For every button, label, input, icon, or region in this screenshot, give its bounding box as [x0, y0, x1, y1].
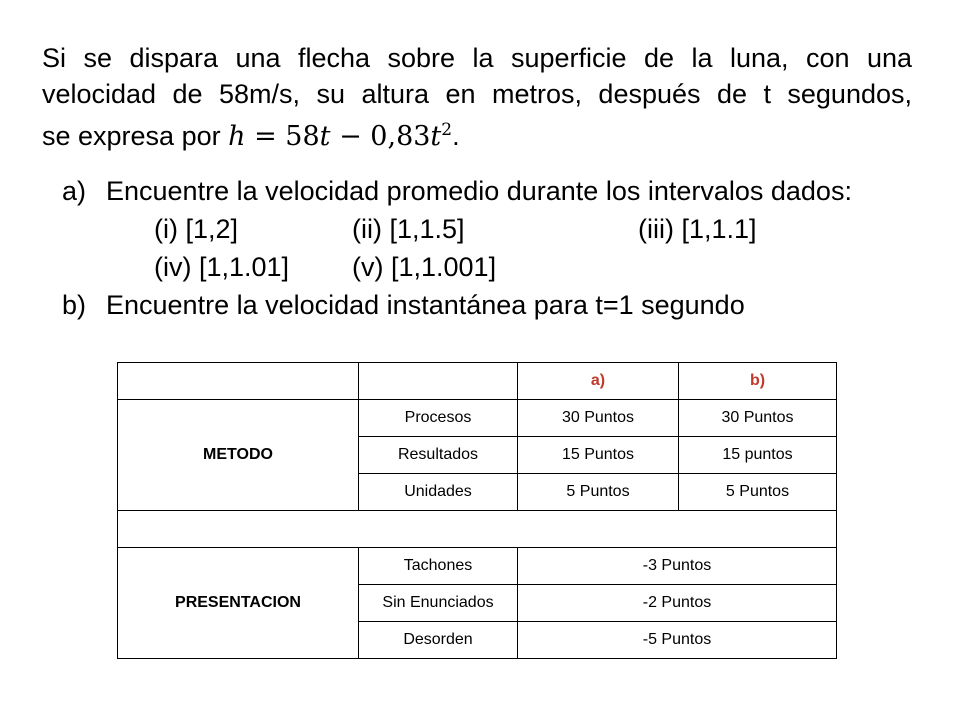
rubric-header-b: b): [679, 363, 837, 400]
presentacion-criterio: Sin Enunciados: [359, 585, 518, 622]
question-a: [62, 172, 932, 210]
metodo-b-points: 15 puntos: [679, 437, 837, 474]
rubric-header-a: a): [518, 363, 679, 400]
rubric-header-empty-1: [118, 363, 359, 400]
table-row: [118, 400, 837, 437]
intervals-row-1: [62, 210, 932, 248]
metodo-criterio: Unidades: [359, 474, 518, 511]
interval-i: (i) [1,2]: [154, 214, 239, 244]
question-b-marker: b): [62, 290, 87, 320]
presentacion-criterio: Desorden: [359, 622, 518, 659]
presentacion-points: -2 Puntos: [518, 585, 837, 622]
formula-eq: = 58: [245, 121, 320, 152]
interval-ii: (ii) [1,1.5]: [352, 214, 465, 244]
rubric-spacer-cell: [118, 511, 837, 548]
presentacion-points: -3 Puntos: [518, 548, 837, 585]
question-b: [62, 286, 932, 324]
presentacion-criterio: Tachones: [359, 548, 518, 585]
question-b-text: Encuentre la velocidad instantánea para t=1 segundo: [106, 290, 745, 320]
formula-t2: t: [430, 121, 442, 152]
rubric-spacer-row: [118, 511, 837, 548]
problem-statement: [42, 40, 912, 155]
metodo-criterio: Procesos: [359, 400, 518, 437]
formula-h: h: [228, 121, 246, 152]
height-formula: [228, 121, 452, 152]
presentacion-points: -5 Puntos: [518, 622, 837, 659]
table-row: [118, 548, 837, 585]
presentacion-label: PRESENTACION: [118, 548, 359, 659]
metodo-a-points: 5 Puntos: [518, 474, 679, 511]
interval-v: (v) [1,1.001]: [352, 252, 497, 282]
metodo-a-points: 30 Puntos: [518, 400, 679, 437]
rubric-table: [117, 362, 837, 659]
metodo-label: METODO: [118, 400, 359, 511]
question-a-text: Encuentre la velocidad promedio durante los intervalos dados:: [106, 176, 852, 206]
rubric-header-empty-2: [359, 363, 518, 400]
problem-line-3-suffix: .: [452, 121, 460, 151]
intervals-row-2: [62, 248, 932, 286]
question-list: [62, 172, 932, 324]
interval-iii: (iii) [1,1.1]: [638, 214, 757, 244]
metodo-criterio: Resultados: [359, 437, 518, 474]
metodo-a-points: 15 Puntos: [518, 437, 679, 474]
rubric-header-row: [118, 363, 837, 400]
interval-iv: (iv) [1,1.01]: [154, 252, 290, 282]
metodo-b-points: 5 Puntos: [679, 474, 837, 511]
problem-line-3-prefix: se expresa por: [42, 121, 229, 151]
formula-t1: t: [319, 121, 331, 152]
problem-line-3: [42, 112, 912, 155]
formula-minus: − 0,83: [330, 121, 431, 152]
metodo-b-points: 30 Puntos: [679, 400, 837, 437]
formula-exponent: 2: [441, 120, 453, 140]
question-a-marker: a): [62, 176, 87, 206]
problem-line-2: velocidad de 58m/s, su altura en metros, después de t segundos,: [42, 79, 912, 109]
problem-line-1: Si se dispara una flecha sobre la superficie de la luna, con una: [42, 43, 912, 73]
